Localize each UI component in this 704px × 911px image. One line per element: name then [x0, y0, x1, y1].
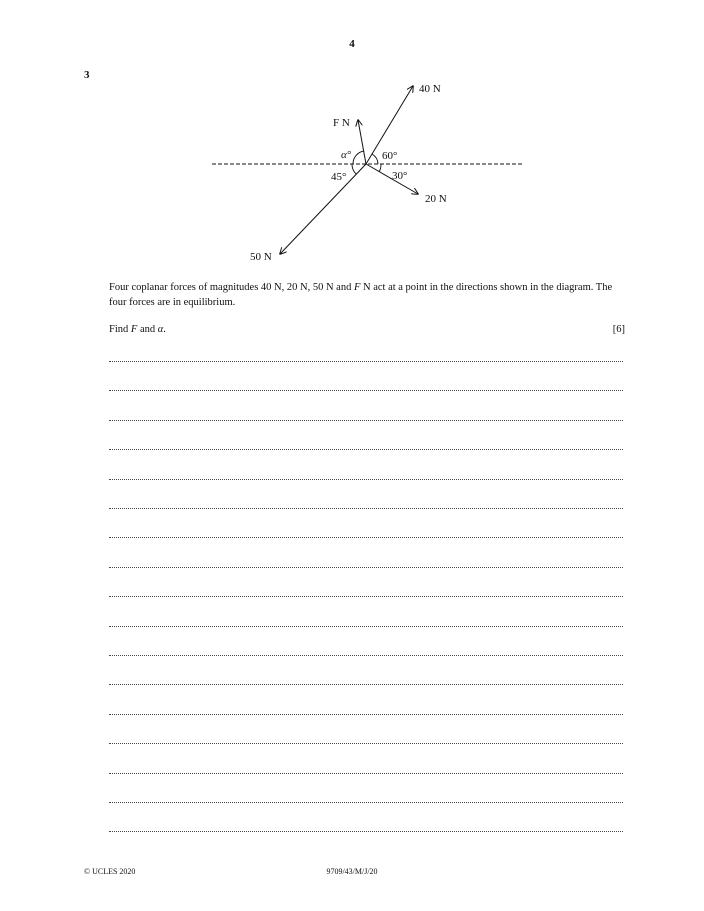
stem-f-symbol: F	[353, 282, 361, 293]
answer-line[interactable]	[109, 567, 623, 568]
answer-line[interactable]	[109, 626, 623, 627]
answer-line[interactable]	[109, 743, 623, 744]
angle-label-45: 45°	[331, 171, 347, 183]
page-number: 4	[349, 38, 355, 50]
task-end: .	[163, 324, 166, 335]
question-task	[109, 324, 625, 335]
force-diagram	[0, 0, 704, 270]
force-f-arrow	[358, 120, 366, 164]
answer-line[interactable]	[109, 361, 623, 362]
answer-line[interactable]	[109, 537, 623, 538]
answer-line[interactable]	[109, 714, 623, 715]
angle-arc-60	[372, 154, 378, 164]
task-and: and	[137, 324, 158, 335]
answer-line[interactable]	[109, 508, 623, 509]
task-alpha-symbol: α	[157, 324, 164, 335]
angle-label-30: 30°	[392, 170, 408, 182]
task-f-symbol: F	[130, 324, 138, 335]
marks-allocation: [6]	[612, 324, 625, 335]
answer-line[interactable]	[109, 479, 623, 480]
copyright-notice: © UCLES 2020	[84, 867, 136, 876]
label-20n: 20 N	[425, 193, 447, 205]
label-40n: 40 N	[419, 83, 441, 95]
angle-arc-alpha	[353, 151, 364, 164]
answer-line[interactable]	[109, 596, 623, 597]
question-number: 3	[84, 69, 90, 81]
answer-line[interactable]	[109, 831, 623, 832]
answer-line[interactable]	[109, 802, 623, 803]
answer-line[interactable]	[109, 449, 623, 450]
answer-line[interactable]	[109, 420, 623, 421]
angle-label-alpha: α°	[341, 149, 352, 161]
stem-text-1: Four coplanar forces of magnitudes 40 N, 20 N, 50 N and	[109, 282, 354, 293]
force-50n-arrow	[280, 164, 366, 254]
label-f	[333, 117, 350, 129]
answer-line[interactable]	[109, 773, 623, 774]
label-f-symbol: F	[333, 117, 340, 129]
answer-line[interactable]	[109, 655, 623, 656]
label-50n: 50 N	[250, 251, 272, 263]
task-prefix: Find	[109, 324, 131, 335]
stem-text-2: N act at a point in the directions shown in the diagram. The four forces are in equilibrium.	[109, 282, 613, 308]
label-f-unit: N	[339, 117, 350, 129]
question-stem	[109, 280, 627, 310]
answer-line[interactable]	[109, 390, 623, 391]
paper-code: 9709/43/M/J/20	[326, 867, 378, 876]
answer-line[interactable]	[109, 684, 623, 685]
angle-arc-45	[352, 164, 356, 174]
angle-label-60: 60°	[382, 150, 398, 162]
angle-arc-30	[379, 164, 381, 172]
